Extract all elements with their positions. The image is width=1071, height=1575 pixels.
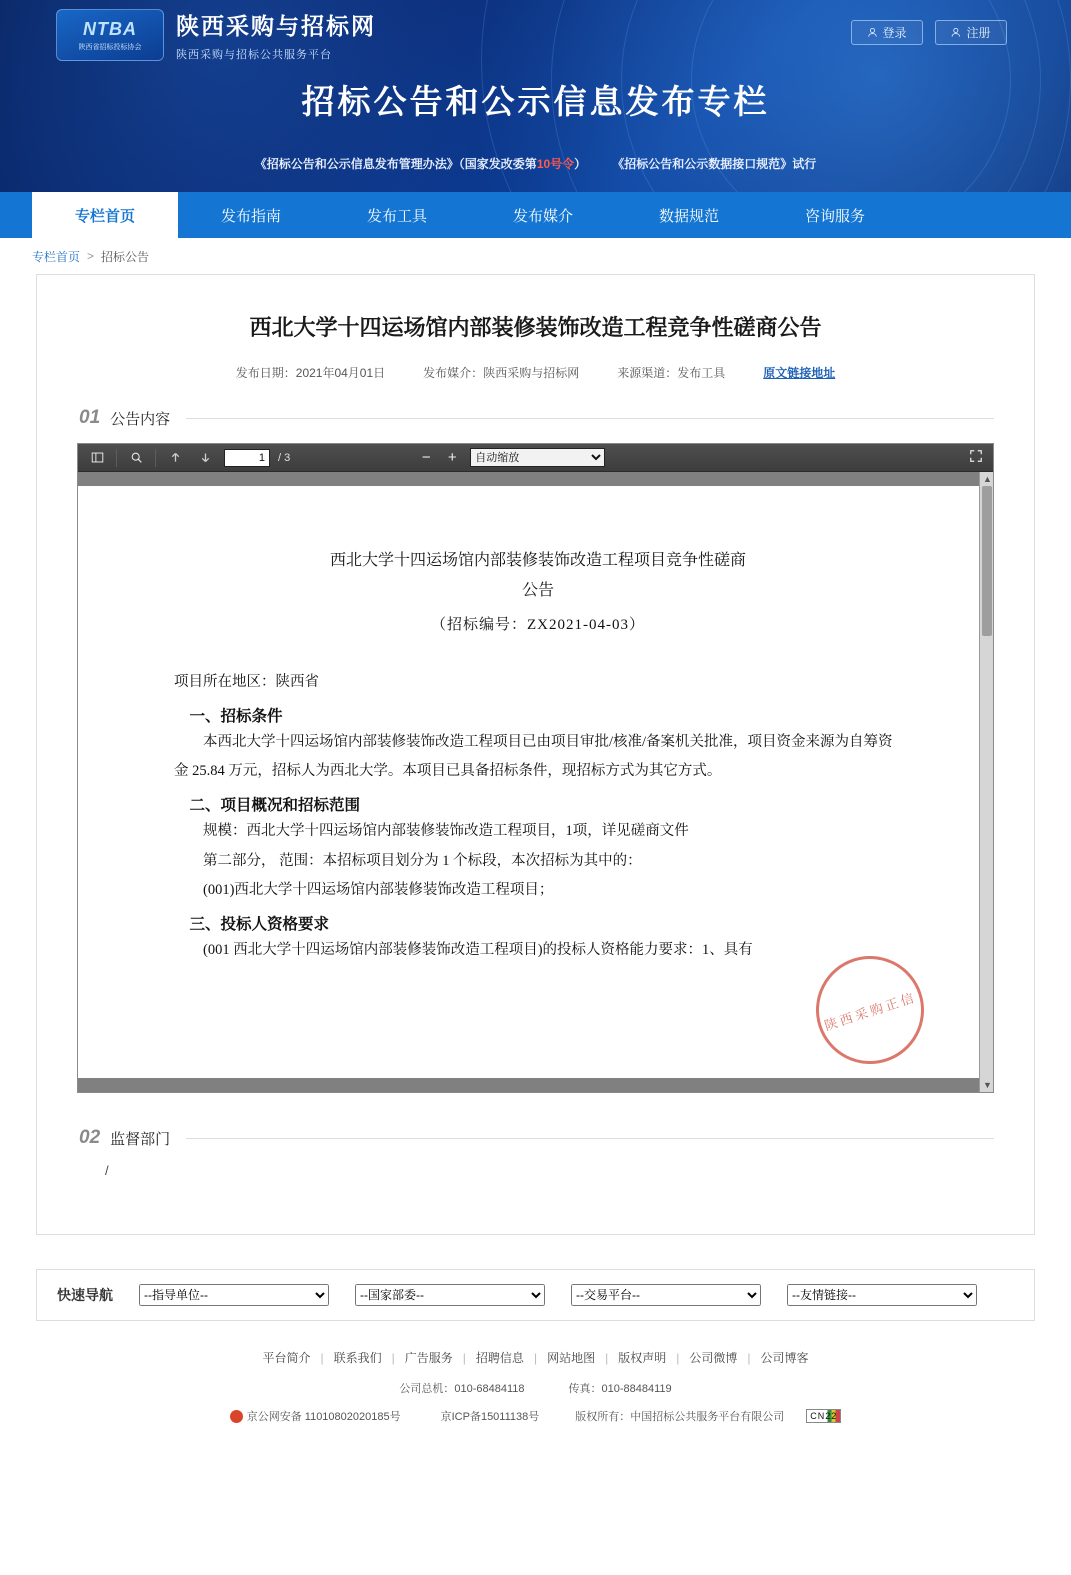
- doc-paragraph-5: (001 西北大学十四运场馆内部装修装饰改造工程项目)的投标人资格能力要求：1、具有: [203, 942, 753, 959]
- main-nav: [0, 192, 1071, 238]
- footer-link-weibo[interactable]: 公司微博: [689, 1351, 738, 1365]
- police-record-text: 京公网安备 11010802020185号: [246, 1411, 401, 1423]
- breadcrumb-current: 招标公告: [101, 249, 150, 264]
- doc-heading-2: 二、项目概况和招标范围: [189, 796, 361, 814]
- meta-publish-date-value: 2021年04月01日: [295, 366, 386, 380]
- nav-item-data-spec[interactable]: 数据规范: [658, 207, 719, 225]
- site-header: [0, 0, 1071, 192]
- footer-link-copyright-notice[interactable]: 版权声明: [618, 1351, 667, 1365]
- doc-heading-3: 三、投标人资格要求: [189, 916, 330, 934]
- footer-link-contact[interactable]: 联系我们: [333, 1351, 382, 1365]
- banner-sub-part2: ）: [574, 157, 587, 171]
- section-header-supervision: [79, 1127, 1014, 1149]
- pdf-page-total: / 3: [278, 451, 291, 464]
- breadcrumb-home[interactable]: 专栏首页: [32, 249, 81, 264]
- announcement-card: [36, 274, 1035, 1235]
- icp-record[interactable]: 京ICP备15011138号: [440, 1411, 540, 1423]
- scroll-down-arrow[interactable]: ▼: [983, 1080, 992, 1090]
- ntba-logo[interactable]: [56, 9, 164, 61]
- section-2-number: 02: [79, 1127, 101, 1148]
- meta-media-label: 发布媒介：: [423, 366, 484, 380]
- banner-sub-red: 10号令: [536, 157, 575, 171]
- section-2-title: 监督部门: [110, 1130, 171, 1148]
- footer-link-sitemap[interactable]: 网站地图: [547, 1351, 596, 1365]
- pdf-stage[interactable]: [78, 472, 993, 1092]
- toolbar-separator-1: [116, 449, 117, 467]
- police-record[interactable]: [230, 1408, 401, 1424]
- pdf-zoom-select[interactable]: [470, 448, 605, 467]
- doc-paragraph-1: 本西北大学十四运场馆内部装修装饰改造工程项目已由项目审批/核准/备案机关批准，项目资金来源为自筹资金 25.84 万元，招标人为西北大学。本项目已具备招标条件，现招标方式为其它方式。: [174, 733, 893, 780]
- doc-paragraph-2: 规模：西北大学十四运场馆内部装修装饰改造工程项目，1项，详见磋商文件: [203, 822, 689, 839]
- quick-nav: [36, 1269, 1035, 1321]
- nav-item-consulting[interactable]: 咨询服务: [804, 207, 865, 225]
- nav-item-home[interactable]: 专栏首页: [32, 192, 178, 238]
- cn22-badge: CN22: [806, 1409, 841, 1423]
- banner-sub-part1: 《招标公告和公示信息发布管理办法》（国家发改委第: [254, 157, 537, 171]
- section-1-title: 公告内容: [110, 410, 171, 428]
- announcement-meta: [57, 364, 1014, 381]
- doc-region: 项目所在地区：陕西省: [174, 673, 319, 690]
- arrow-up-icon[interactable]: [164, 448, 186, 468]
- auth-buttons: [851, 20, 1007, 45]
- nav-item-guide[interactable]: 发布指南: [220, 207, 281, 225]
- select-guidance-unit[interactable]: [139, 1284, 329, 1306]
- quick-nav-label: 快速导航: [57, 1287, 113, 1303]
- site-subtitle: 陕西采购与招标公共服务平台: [176, 49, 332, 61]
- search-icon[interactable]: [125, 448, 147, 468]
- logo-line1: NTBA: [83, 18, 137, 39]
- site-name: 陕西采购与招标网: [176, 13, 376, 39]
- footer-fax: 传真：010-88484119: [568, 1383, 672, 1395]
- meta-source-label: 来源渠道：: [617, 366, 678, 380]
- pdf-scrollbar-thumb[interactable]: [982, 486, 992, 636]
- logo-area[interactable]: [56, 8, 376, 62]
- meta-media-value: 陕西采购与招标网: [483, 366, 580, 380]
- section-2-rule: [186, 1138, 994, 1139]
- logo-line2: 陕西省招标投标协会: [78, 43, 142, 51]
- footer-link-blog[interactable]: 公司博客: [760, 1351, 809, 1365]
- pdf-scrollbar[interactable]: [979, 472, 993, 1092]
- meta-media: [423, 364, 579, 381]
- section-header-content: [79, 407, 1014, 429]
- doc-heading-1: 一、招标条件: [189, 707, 283, 725]
- site-title: [176, 8, 376, 62]
- zoom-out-button[interactable]: −: [421, 449, 431, 466]
- footer-record-row: [0, 1408, 1071, 1424]
- section-1-rule: [186, 418, 994, 419]
- meta-source-value: 发布工具: [677, 366, 726, 380]
- original-link[interactable]: 原文链接地址: [763, 366, 836, 380]
- doc-body: [174, 668, 902, 966]
- meta-source: [617, 364, 725, 381]
- sidebar-toggle-icon[interactable]: [86, 448, 108, 468]
- select-national-ministry[interactable]: [355, 1284, 545, 1306]
- select-trading-platform[interactable]: [571, 1284, 761, 1306]
- breadcrumb: [0, 238, 1071, 274]
- arrow-down-icon[interactable]: [194, 448, 216, 468]
- police-badge-icon: [230, 1410, 243, 1423]
- banner-subtitle: [0, 155, 1071, 172]
- pdf-toolbar: [78, 444, 993, 472]
- section-1-number: 01: [79, 407, 101, 428]
- footer-link-about[interactable]: 平台简介: [262, 1351, 311, 1365]
- page-title: 西北大学十四运场馆内部装修装饰改造工程竞争性磋商公告: [249, 315, 822, 340]
- fullscreen-icon[interactable]: [969, 449, 983, 468]
- user-icon: [867, 27, 878, 38]
- meta-publish-date-label: 发布日期：: [235, 366, 296, 380]
- toolbar-separator-2: [155, 449, 156, 467]
- doc-title-line2: 公告: [521, 582, 554, 600]
- meta-original-link-wrap: [763, 364, 835, 381]
- section-2-content: /: [105, 1163, 109, 1178]
- zoom-in-button[interactable]: +: [447, 449, 457, 466]
- doc-paragraph-3: 第二部分， 范围：本招标项目划分为 1 个标段，本次招标为其中的：: [203, 852, 642, 869]
- footer-copyright: 版权所有：中国招标公共服务平台有限公司: [575, 1411, 785, 1423]
- register-label: 注册: [966, 26, 991, 40]
- login-button[interactable]: [851, 20, 923, 45]
- login-label: 登录: [882, 26, 907, 40]
- pdf-page-input[interactable]: [224, 449, 270, 467]
- scroll-up-arrow[interactable]: ▲: [983, 474, 992, 484]
- select-friendly-links[interactable]: [787, 1284, 977, 1306]
- footer-tel: 公司总机：010-68484118: [399, 1383, 525, 1395]
- footer-links: 平台简介 | 联系我们 | 广告服务 | 招聘信息 | 网站地图 | 版权声明 | 公司微博 | 公司博客: [262, 1351, 809, 1365]
- doc-bid-code: （招标编号：ZX2021-04-03）: [431, 616, 645, 633]
- footer-contact-row: [0, 1380, 1071, 1396]
- banner-title: 招标公告和公示信息发布专栏: [301, 83, 770, 120]
- seal-text: 陕西采购正信: [822, 988, 919, 1033]
- pdf-document-page: [78, 486, 993, 1078]
- nav-item-media[interactable]: 发布媒介: [512, 207, 573, 225]
- footer-link-ads[interactable]: 广告服务: [404, 1351, 453, 1365]
- breadcrumb-separator: >: [87, 249, 95, 263]
- doc-paragraph-4: (001)西北大学十四运场馆内部装修装饰改造工程项目；: [203, 882, 554, 899]
- doc-title-line1: 西北大学十四运场馆内部装修装饰改造工程项目竞争性磋商: [329, 552, 746, 569]
- pdf-viewer: [77, 443, 994, 1093]
- banner-sub-part3: 《招标公告和公示数据接口规范》试行: [612, 157, 817, 171]
- register-button[interactable]: [935, 20, 1007, 45]
- meta-publish-date: [236, 364, 385, 381]
- footer-link-jobs[interactable]: 招聘信息: [475, 1351, 524, 1365]
- pdf-zoom-group: [418, 448, 605, 467]
- nav-item-tools[interactable]: 发布工具: [366, 207, 427, 225]
- user-add-icon: [951, 27, 962, 38]
